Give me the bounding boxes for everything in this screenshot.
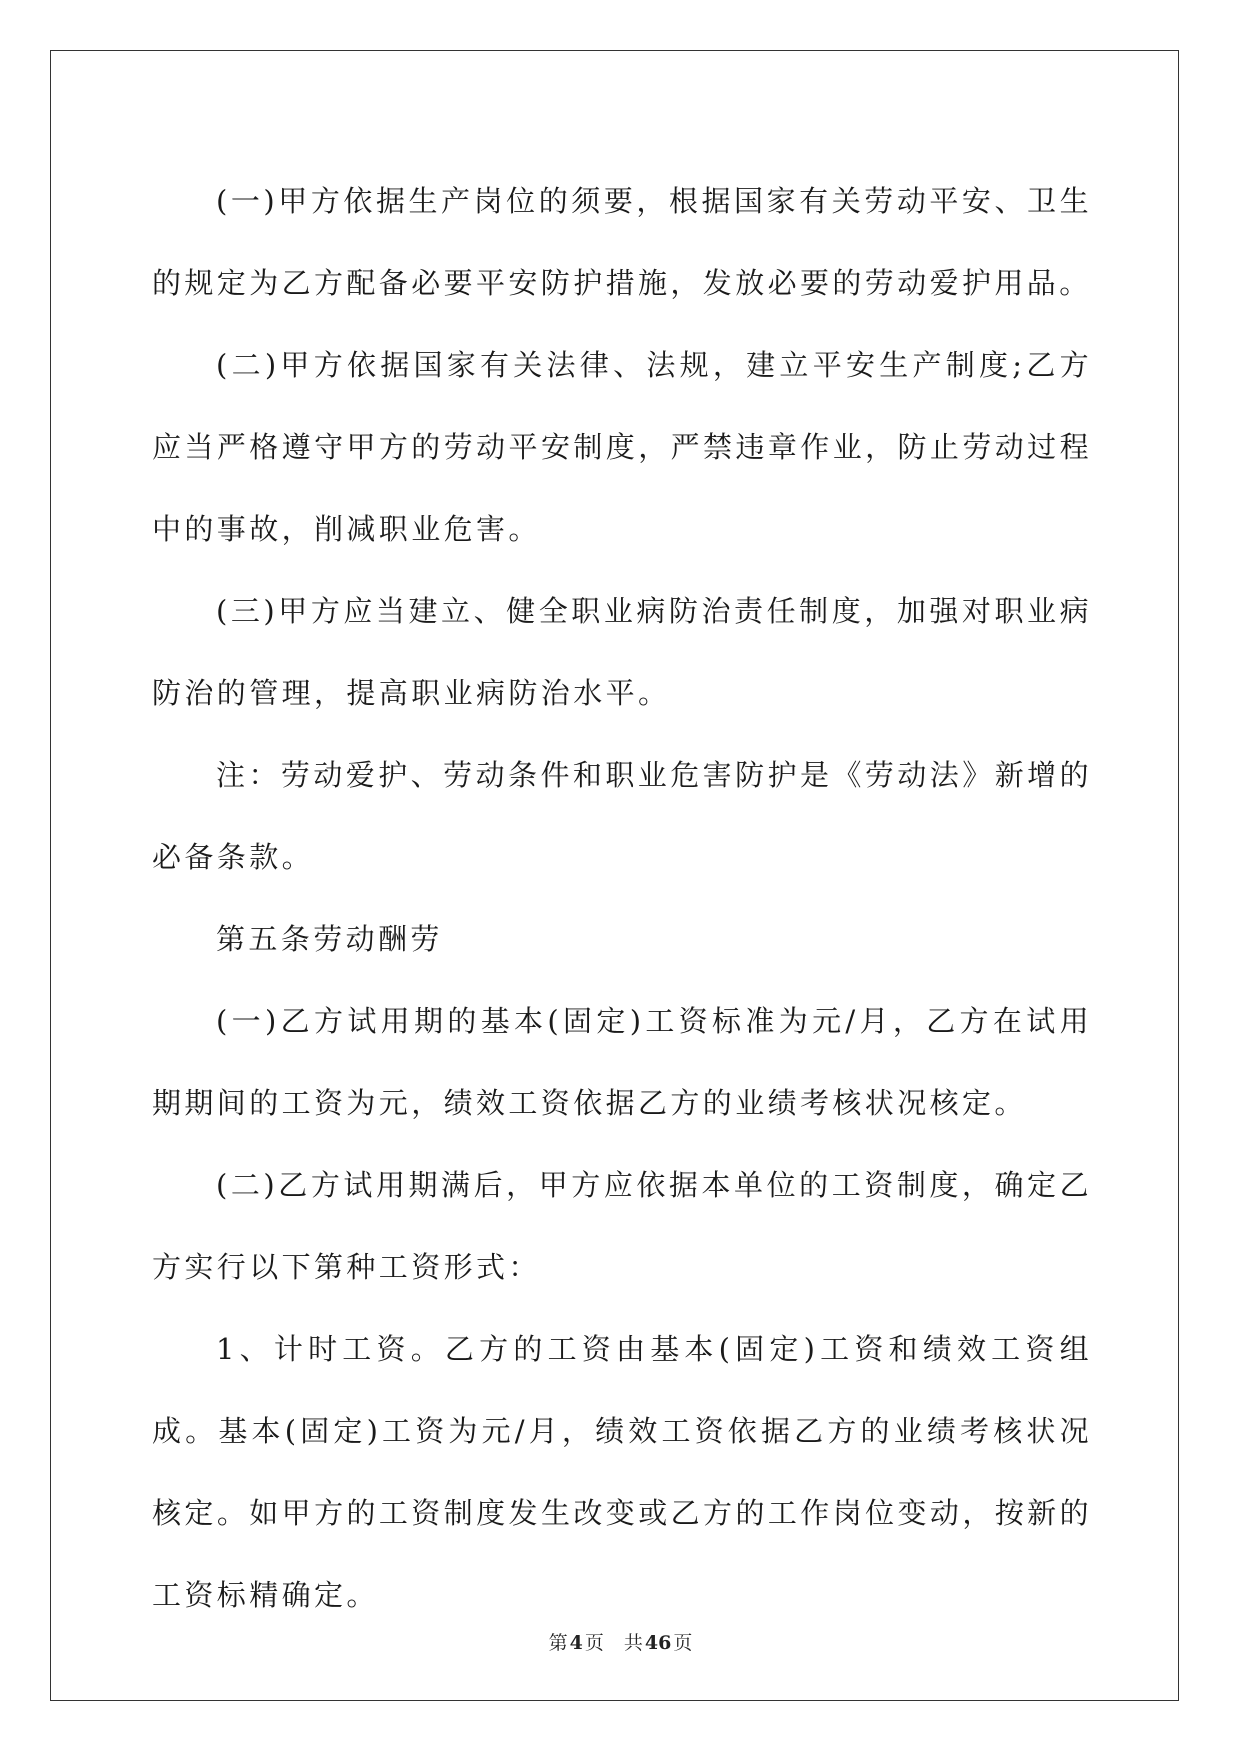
- document-body: [152, 160, 1092, 1636]
- page-footer: [0, 1628, 1241, 1655]
- paragraph-6: 1、计时工资。乙方的工资由基本(固定)工资和绩效工资组成。基本(固定)工资为元/月，绩效工资依据乙方的业绩考核状况核定。如甲方的工资制度发生改变或乙方的工作岗位变动，按新的工资标精确定。: [152, 1332, 1092, 1612]
- page-prefix: 第: [548, 1632, 568, 1654]
- paragraph-3: (三)甲方应当建立、健全职业病防治责任制度，加强对职业病防治的管理，提高职业病防治水平。: [152, 594, 1092, 710]
- paragraph-5: (二)乙方试用期满后，甲方应依据本单位的工资制度，确定乙方实行以下第种工资形式：: [152, 1168, 1092, 1284]
- paragraph-2: (二)甲方依据国家有关法律、法规，建立平安生产制度;乙方应当严格遵守甲方的劳动平安制度，严禁违章作业，防止劳动过程中的事故，削减职业危害。: [152, 348, 1092, 546]
- page-number: 4: [569, 1632, 583, 1654]
- total-pages: 46: [644, 1632, 672, 1654]
- note-paragraph: 注：劳动爱护、劳动条件和职业危害防护是《劳动法》新增的必备条款。: [152, 758, 1092, 874]
- section-heading: 第五条劳动酬劳: [216, 922, 443, 956]
- total-suffix: 页: [673, 1632, 693, 1654]
- page-suffix: 页: [584, 1632, 604, 1654]
- paragraph-1: (一)甲方依据生产岗位的须要，根据国家有关劳动平安、卫生的规定为乙方配备必要平安防护措施，发放必要的劳动爱护用品。: [152, 184, 1092, 300]
- paragraph-4: (一)乙方试用期的基本(固定)工资标准为元/月，乙方在试用期期间的工资为元，绩效工资依据乙方的业绩考核状况核定。: [152, 1004, 1092, 1120]
- total-prefix: 共: [623, 1632, 643, 1654]
